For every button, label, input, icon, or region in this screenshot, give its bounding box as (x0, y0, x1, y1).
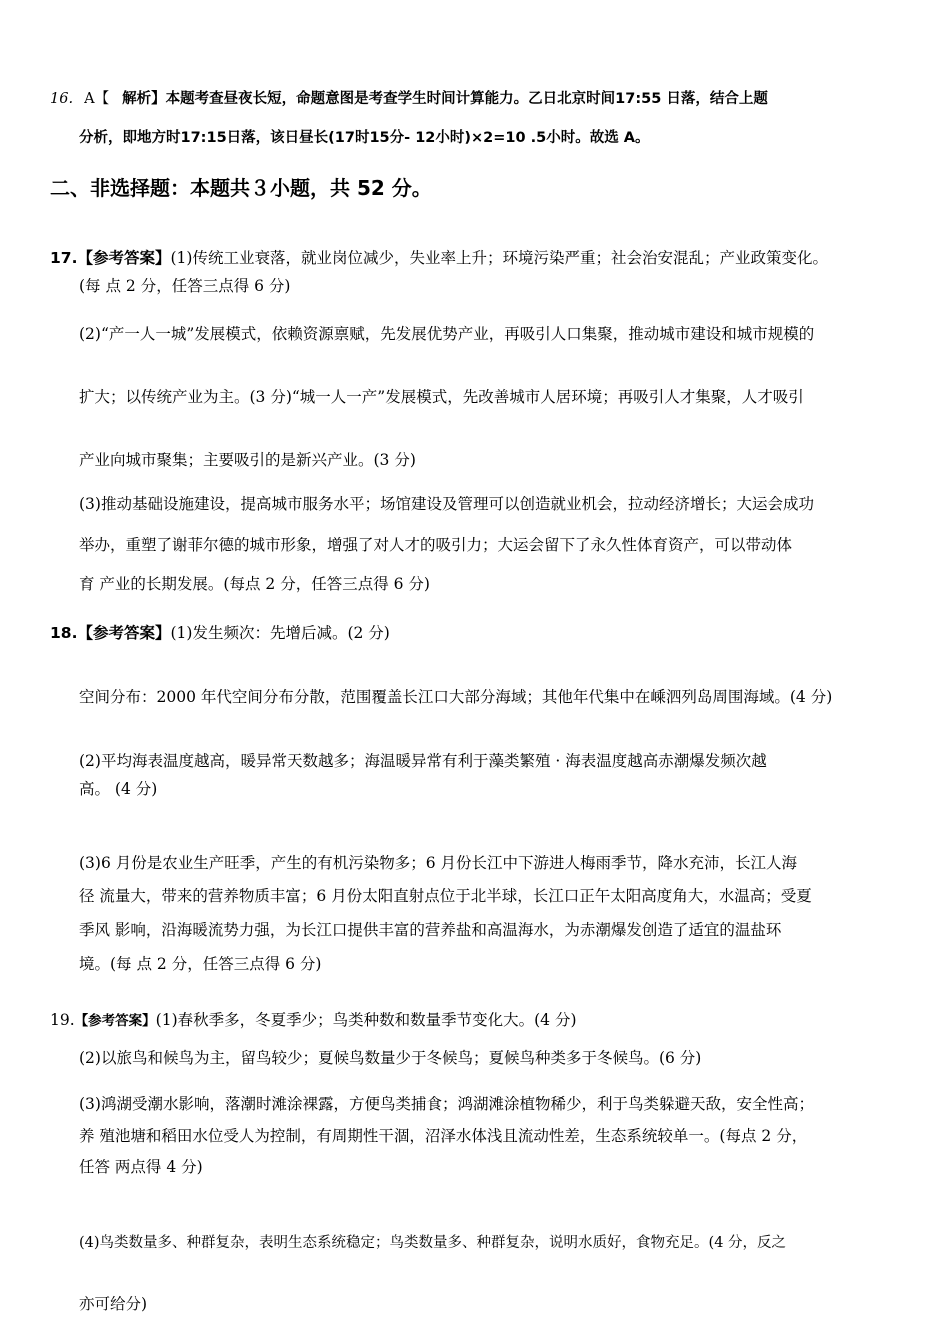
q19-answer-tag: 【参考答案】 (74, 1013, 156, 1029)
q19-line-5: 任答 两点得 4 分) (79, 1158, 203, 1176)
q16-line-2: 分析，即地方时17:15日落，该日昼长(17时15分- 12小时)×2=10 .5小时。故选 A。 (79, 130, 650, 146)
q18-line-5: (3)6 月份是农业生产旺季，产生的有机污染物多；6 月份长江中下游进人梅雨季节，降水充沛，长江人海 (79, 854, 798, 872)
q17-answer-tag: 【参考答案】 (77, 249, 171, 267)
q17-line-7: 举办，重塑了谢菲尔德的城市形象，增强了对人才的吸引力；大运会留下了永久性体育资产，可以带动体 (79, 536, 793, 554)
q18-line-7: 季风 影响，沿海暖流势力强，为长江口提供丰富的营养盐和高温海水，为赤潮爆发创造了适宜的温盐环 (79, 921, 782, 939)
q17-line-4: 扩大；以传统产业为主。(3 分)“城一人一产”发展模式，先改善城市人居环境；再吸引人才集聚，人才吸引 (79, 388, 804, 406)
q17-text-1: (1)传统工业衰落，就业岗位减少，失业率上升；环境污染严重；社会治安混乱；产业政策变化。 (170, 249, 828, 267)
q17-line-8: 育 产业的长期发展。(每点 2 分，任答三点得 6 分) (79, 575, 430, 593)
q19-line-4: 养 殖池塘和稻田水位受人为控制，有周期性干涸，沼泽水体浅且流动性差，生态系统较单一。(每点 2 分， (79, 1127, 808, 1145)
q18-line-4: 高。 (4 分) (79, 780, 158, 798)
q18-number: 18. (50, 624, 78, 642)
q16-line-1 (50, 89, 768, 109)
q17-line-5: 产业向城市聚集；主要吸引的是新兴产业。(3 分) (79, 451, 416, 469)
q16-answer: A【 (84, 91, 110, 107)
q19-line-7: 亦可给分) (79, 1295, 148, 1313)
q18-line-3: (2)平均海表温度越高，暖异常天数越多；海温暖异常有利于藻类繁殖 · 海表温度越高赤潮爆发频次越 (79, 752, 767, 770)
q18-line-1 (50, 623, 390, 643)
q19-line-3: (3)鸿湖受潮水影响，落潮时滩涂裸露，方便鸟类捕食；鸿湖滩涂植物稀少，利于鸟类躲避天敌，安全性高； (79, 1095, 814, 1113)
q17-line-6: (3)推动基础设施建设，提高城市服务水平；场馆建设及管理可以创造就业机会，拉动经济增长；大运会成功 (79, 495, 814, 513)
q16-analysis-text: 解析】本题考查昼夜长短，命题意图是考查学生时间计算能力。乙日北京时间17:55 日落，结合上题 (122, 91, 768, 107)
q18-text-1: (1)发生频次：先增后减。(2 分) (170, 624, 390, 642)
q17-number: 17. (50, 249, 78, 267)
q19-line-2: (2)以旅鸟和候鸟为主，留鸟较少；夏候鸟数量少于冬候鸟；夏候鸟种类多于冬候鸟。(6 分) (79, 1049, 702, 1067)
q18-answer-tag: 【参考答案】 (77, 624, 171, 642)
q18-line-8: 境。(每 点 2 分，任答三点得 6 分) (79, 955, 322, 973)
q17-line-1 (50, 248, 828, 268)
q19-line-1 (50, 1010, 577, 1031)
q17-line-2: (每 点 2 分，任答三点得 6 分) (79, 277, 291, 295)
q18-line-6: 径 流量大，带来的营养物质丰富；6 月份太阳直射点位于北半球，长江口正午太阳高度角大，水温高；受夏 (79, 887, 812, 905)
q19-line-6: (4)鸟类数量多、种群复杂，表明生态系统稳定；鸟类数量多、种群复杂，说明水质好，食物充足。(4 分，反之 (79, 1235, 787, 1251)
q18-line-2: 空间分布：2000 年代空间分布分散，范围覆盖长江口大部分海域；其他年代集中在嵊泗列岛周围海域。(4 分) (79, 688, 833, 706)
q19-number: 19. (50, 1011, 75, 1029)
q17-line-3: (2)“产一人一城”发展模式，依赖资源禀赋，先发展优势产业，再吸引人口集聚，推动城市建设和城市规模的 (79, 325, 815, 343)
q16-number: 16. (50, 91, 74, 107)
q19-text-1: (1)春秋季多，冬夏季少；鸟类种数和数量季节变化大。(4 分) (155, 1011, 577, 1029)
section-2-title: 二、非选择题：本题共３小题，共 52 分。 (50, 176, 432, 200)
